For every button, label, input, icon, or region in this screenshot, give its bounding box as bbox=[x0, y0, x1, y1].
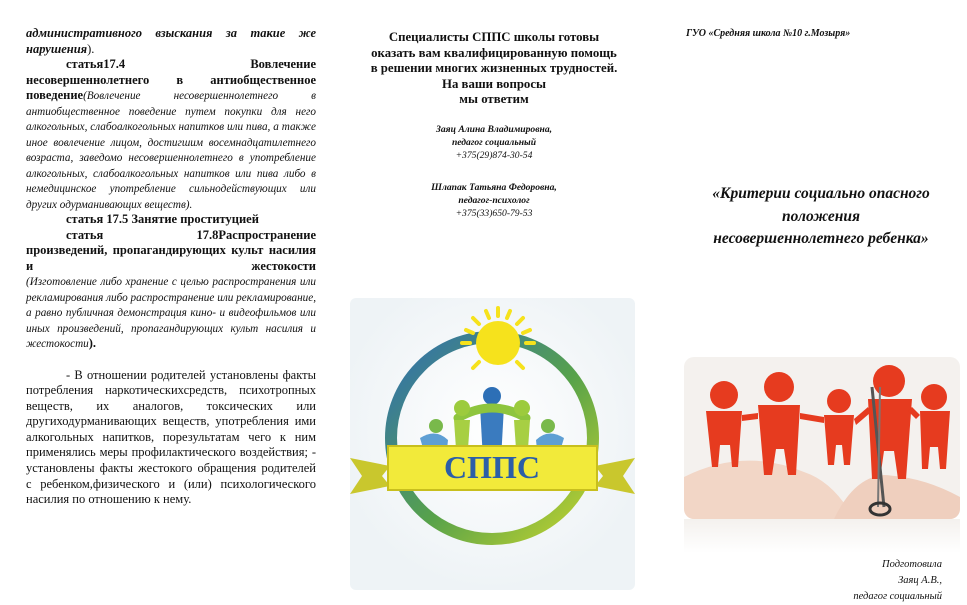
school-name: ГУО «Средняя школа №10 г.Мозыря» bbox=[686, 28, 851, 39]
paper-family-photo bbox=[684, 357, 960, 519]
brochure-title bbox=[676, 183, 966, 251]
contact-card bbox=[344, 123, 644, 162]
contact-role: педагог социальный bbox=[451, 137, 537, 148]
intro-line: На ваши вопросы bbox=[441, 76, 547, 91]
parents-criteria: - В отношении родителей установлены факты потребления наркотическихсредств, психотропных веществ, их аналогов, токсических или другиходурманивающих веществ, употребления ими алкогольных напитков, порезультатам чего к ним применялись меры профилактического воздействия; - установлены факты жестокого обращения родителей с ребенком,физического и (или) психологического насилия по отношению к нему. bbox=[26, 367, 316, 507]
photo-reflection bbox=[684, 519, 960, 553]
right-column bbox=[676, 0, 966, 602]
article-17-8-title: произведений, пропагандирующих культ насилия и жестокости bbox=[26, 243, 316, 273]
credit-line: педагог социальный bbox=[853, 591, 942, 602]
logo-text: СППС bbox=[444, 449, 540, 485]
intro-line: оказать вам квалифицированную помощь bbox=[371, 45, 617, 60]
article-17-8-heading: статья 17.8Распространение bbox=[66, 227, 316, 242]
contact-phone: +375(29)874-30-54 bbox=[455, 150, 533, 161]
prepared-by bbox=[853, 557, 942, 605]
article-17-8-body: (Изготовление либо хранение с целью распространения или рекламирования либо распространение или рекламирование, а равно публичная демонстрация кино- и видеофильмов или иных произведений, пропагандирующих культ насилия и жестокости). bbox=[26, 276, 316, 350]
fragment-top: административного взыскания за такие же нарушения). bbox=[26, 26, 316, 56]
intro-line: Специалисты СППС школы готовы bbox=[388, 30, 600, 44]
ribbon-banner bbox=[350, 446, 635, 494]
contact-name: Шлапак Татьяна Федоровна, bbox=[431, 182, 557, 193]
article-17-4-body: поведение(Вовлечение несовершеннолетнего в антиобщественное поведение путем покупки для него алкогольных, слабоалкогольных напитков или пива, а также иное вовлечение лицом, достигшим восемнадцатилетнего возраста, заведомо несовершеннолетнего в употребление алкогольных, слабоалкогольных напитков или пива либо в немедицинское употребление сильнодействующих или других одурманивающих веществ). bbox=[26, 88, 316, 211]
contact-phone: +375(33)650-79-53 bbox=[455, 208, 533, 219]
article-17-4-heading: статья17.4 Вовлечение bbox=[66, 57, 316, 71]
title-line: несовершеннолетнего ребенка» bbox=[713, 230, 929, 247]
spps-logo bbox=[350, 298, 635, 590]
contact-name: Заяц Алина Владимировна, bbox=[435, 124, 553, 135]
credit-line: Заяц А.В., bbox=[898, 575, 942, 586]
credit-line: Подготовила bbox=[882, 559, 942, 570]
title-line: положения bbox=[782, 207, 860, 225]
contact-card bbox=[344, 181, 644, 220]
intro-line: мы ответим bbox=[459, 92, 529, 106]
intro-line: в решении многих жизненных трудностей. bbox=[370, 61, 618, 75]
contact-role: педагог-психолог bbox=[458, 195, 530, 206]
title-line: «Критерии социально опасного bbox=[712, 185, 930, 202]
left-column bbox=[26, 26, 316, 508]
article-17-4-title: несовершеннолетнего в антиобщественное bbox=[26, 72, 316, 87]
article-17-5: статья 17.5 Занятие проституцией bbox=[66, 212, 259, 226]
intro-text bbox=[344, 30, 644, 108]
